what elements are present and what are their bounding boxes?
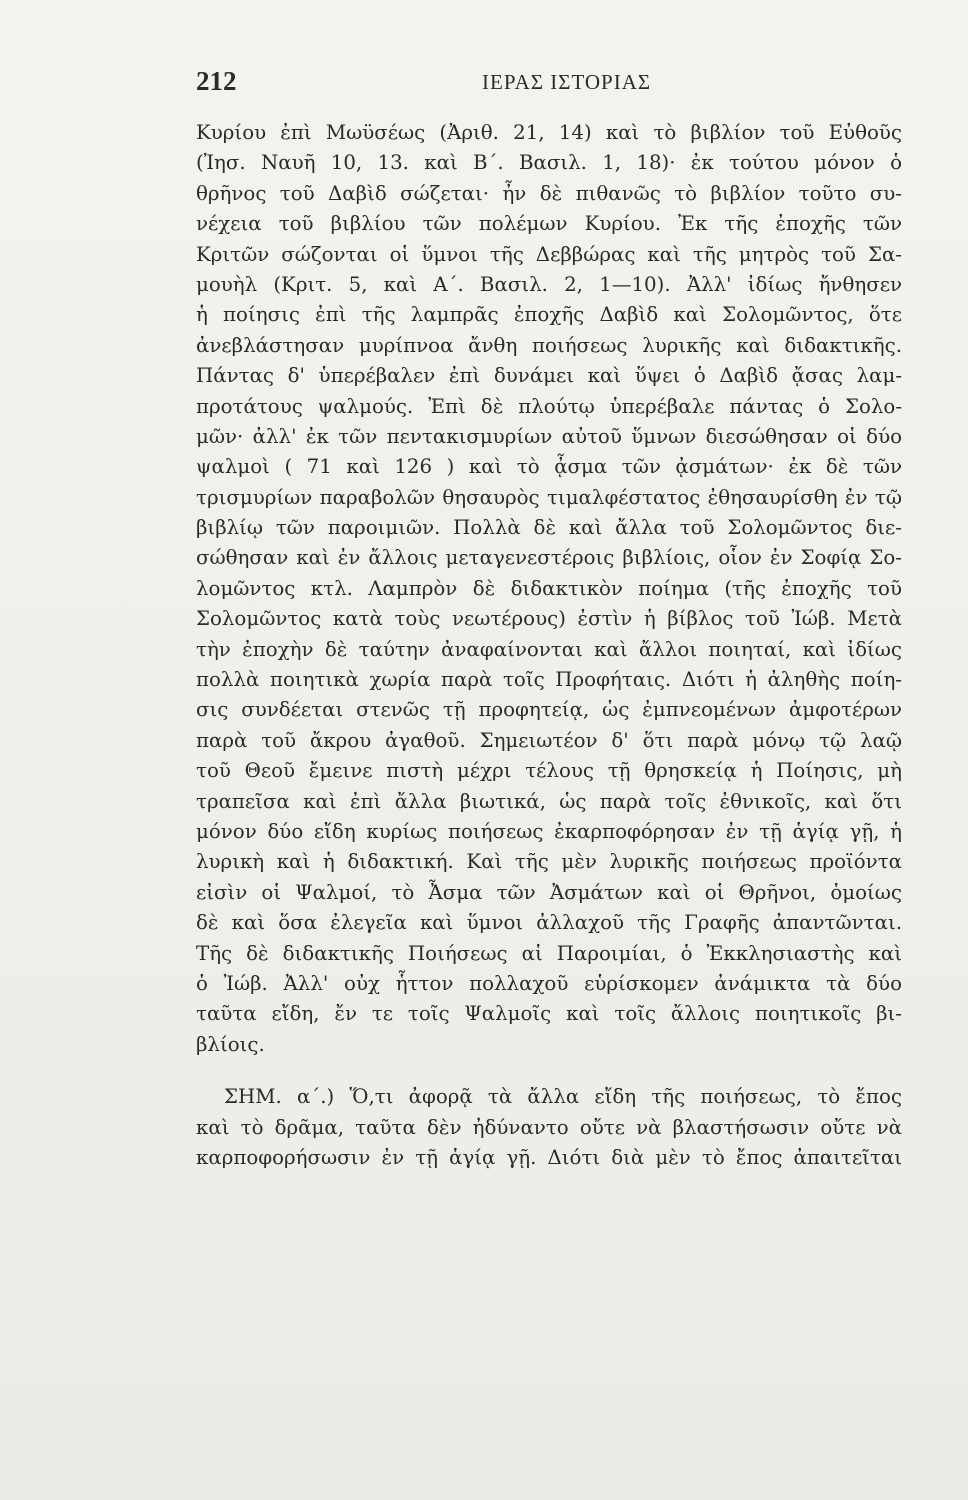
note-line: ΣΗΜ. α΄.) Ὅ,τι ἀφορᾷ τὰ ἄλλα εἴδη τῆς ποιήσεως, τὸ ἔπος (224, 1085, 902, 1109)
text-line: μόνον δύο εἴδη κυρίως ποιήσεως ἐκαρποφόρησαν ἐν τῇ ἁγίᾳ γῇ, ἡ (196, 819, 902, 843)
text-line: τὴν ἐποχὴν δὲ ταύτην ἀναφαίνονται καὶ ἄλλοι ποιηταί, καὶ ἰδίως (196, 637, 902, 661)
page-number: 212 (196, 66, 237, 96)
text-line: Κριτῶν σώζονται οἱ ὕμνοι τῆς Δεββώρας καὶ τῆς μητρὸς τοῦ Σα- (196, 242, 902, 266)
text-line: Κυρίου ἐπὶ Μωϋσέως (Ἀριθ. 21, 14) καὶ τὸ βιβλίον τοῦ Εὐθοῦς (196, 121, 902, 144)
text-line: ὁ Ἰώβ. Ἀλλ' οὐχ ἧττον πολλαχοῦ εὑρίσκομεν ἀνάμικτα τὰ δύο (196, 971, 902, 995)
text-line: εἰσὶν οἱ Ψαλμοί, τὸ Ἆσμα τῶν Ἀσμάτων καὶ οἱ Θρῆνοι, ὁμοίως (196, 880, 902, 904)
text-line: λυρικὴ καὶ ἡ διδακτική. Καὶ τῆς μὲν λυρικῆς ποιήσεως προϊόντα (196, 850, 902, 874)
text-line: παρὰ τοῦ ἄκρου ἀγαθοῦ. Σημειωτέον δ' ὅτι παρὰ μόνῳ τῷ λαῷ (196, 728, 902, 752)
text-line: προτάτους ψαλμούς. Ἐπὶ δὲ πλούτῳ ὑπερέβαλε πάντας ὁ Σολο- (196, 394, 902, 418)
text-line: μῶν· ἀλλ' ἐκ τῶν πεντακισμυρίων αὐτοῦ ὕμνων διεσώθησαν οἱ δύο (196, 424, 902, 448)
text-line: σώθησαν καὶ ἐν ἄλλοις μεταγενεστέροις βιβλίοις, οἷον ἐν Σοφίᾳ Σο- (196, 546, 902, 570)
text-line: βιβλίῳ τῶν παροιμιῶν. Πολλὰ δὲ καὶ ἄλλα τοῦ Σολομῶντος διε- (196, 516, 902, 540)
text-line: πολλὰ ποιητικὰ χωρία παρὰ τοῖς Προφήταις. Διότι ἡ ἀληθὴς ποίη- (196, 668, 902, 692)
note-line: καὶ τὸ δρᾶμα, ταῦτα δὲν ἠδύναντο οὔτε νὰ βλαστήσωσιν οὔτε νὰ (196, 1115, 902, 1139)
text-line: ἀνεβλάστησαν μυρίπνοα ἄνθη ποιήσεως λυρικῆς καὶ διδακτικῆς. (196, 333, 902, 357)
running-head: ΙΕΡΑΣ ΙΣΤΟΡΙΑΣ (482, 70, 652, 94)
text-line: νέχεια τοῦ βιβλίου τῶν πολέμων Κυρίου. Ἐκ τῆς ἐποχῆς τῶν (196, 212, 902, 236)
text-line: Πάντας δ' ὑπερέβαλεν ἐπὶ δυνάμει καὶ ὕψει ὁ Δαβὶδ ᾄσας λαμ- (196, 364, 902, 388)
text-line: ψαλμοὶ ( 71 καὶ 126 ) καὶ τὸ ᾆσμα τῶν ᾀσμάτων· ἐκ δὲ τῶν (196, 455, 902, 479)
text-line: σις συνδέεται στενῶς τῇ προφητείᾳ, ὡς ἐμπνεομένων ἀμφοτέρων (196, 698, 902, 722)
text-line: τραπεῖσα καὶ ἐπὶ ἄλλα βιωτικά, ὡς παρὰ τοῖς ἐθνικοῖς, καὶ ὅτι (196, 789, 902, 813)
text-line: δὲ καὶ ὅσα ἐλεγεῖα καὶ ὕμνοι ἀλλαχοῦ τῆς Γραφῆς ἀπαντῶνται. (196, 911, 902, 935)
text-line: βλίοις. (196, 1032, 265, 1056)
page-header (196, 66, 906, 102)
text-line: Σολομῶντος κατὰ τοὺς νεωτέρους) ἐστὶν ἡ βίβλος τοῦ Ἰώβ. Μετὰ (196, 607, 902, 631)
text-line: θρῆνος τοῦ Δαβὶδ σώζεται· ἦν δὲ πιθανῶς τὸ βιβλίον τοῦτο συ- (196, 181, 902, 205)
body-text (196, 118, 902, 1173)
text-line: τοῦ Θεοῦ ἔμεινε πιστὴ μέχρι τέλους τῇ θρησκείᾳ ἡ Ποίησις, μὴ (196, 759, 902, 783)
text-line: Τῆς δὲ διδακτικῆς Ποιήσεως αἱ Παροιμίαι, ὁ Ἐκκλησιαστὴς καὶ (196, 941, 902, 965)
paragraph-gap (196, 1060, 902, 1082)
text-line: μουὴλ (Κριτ. 5, καὶ Α΄. Βασιλ. 2, 1—10). Ἀλλ' ἰδίως ἤνθησεν (196, 272, 902, 296)
note-line: καρποφορήσωσιν ἐν τῇ ἁγίᾳ γῇ. Διότι διὰ μὲν τὸ ἔπος ἀπαιτεῖται (196, 1145, 902, 1169)
text-line: ἡ ποίησις ἐπὶ τῆς λαμπρᾶς ἐποχῆς Δαβὶδ καὶ Σολομῶντος, ὅτε (196, 303, 902, 327)
text-line: (Ἰησ. Ναυῆ 10, 13. καὶ Β΄. Βασιλ. 1, 18)· ἐκ τούτου μόνον ὁ (196, 151, 902, 175)
text-line: τρισμυρίων παραβολῶν θησαυρὸς τιμαλφέστατος ἐθησαυρίσθη ἐν τῷ (196, 485, 902, 509)
text-line: ταῦτα εἴδη, ἔν τε τοῖς Ψαλμοῖς καὶ τοῖς ἄλλοις ποιητικοῖς βι- (196, 1002, 902, 1026)
text-line: λομῶντος κτλ. Λαμπρὸν δὲ διδακτικὸν ποίημα (τῆς ἐποχῆς τοῦ (196, 576, 902, 600)
